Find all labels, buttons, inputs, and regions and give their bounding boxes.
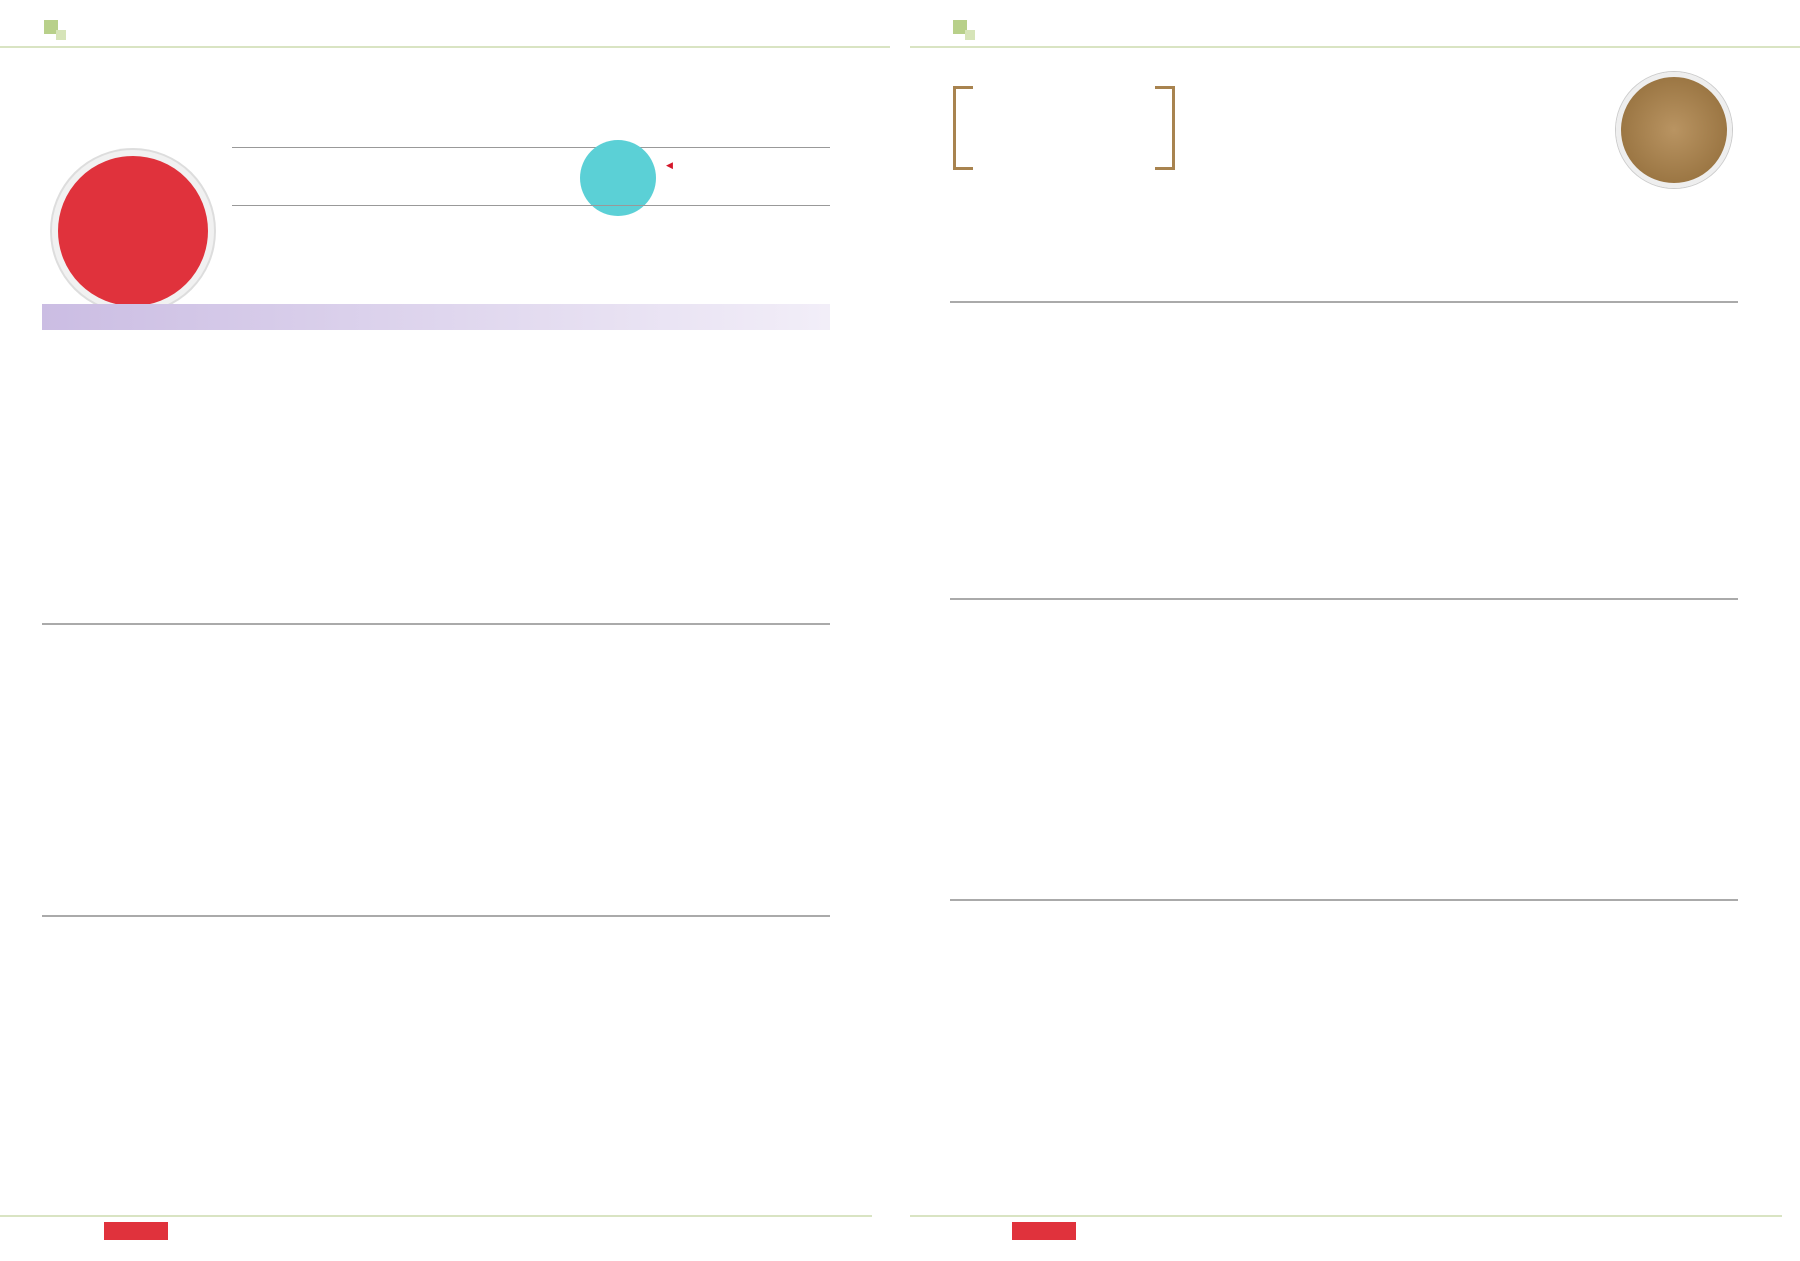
section-divider: [950, 899, 1738, 901]
section-divider: [950, 598, 1738, 600]
press-type-badge: [52, 150, 214, 312]
patented-bar: [42, 304, 830, 330]
arrow-left-icon: ◀: [666, 160, 673, 170]
footer-divider: [0, 1215, 872, 1217]
section-divider: [950, 301, 1738, 303]
divider: [232, 205, 830, 206]
cox-logo: [1012, 1222, 1076, 1240]
header-divider: [910, 46, 1800, 48]
divider: [232, 147, 830, 148]
footer-divider: [910, 1215, 1782, 1217]
anti-drop-badge: [1616, 72, 1732, 188]
header-square-icon: [965, 30, 975, 40]
cox-logo: [104, 1222, 168, 1240]
section-divider: [42, 915, 830, 917]
section-divider: [42, 623, 830, 625]
header-divider: [0, 46, 890, 48]
header-square-icon: [56, 30, 66, 40]
